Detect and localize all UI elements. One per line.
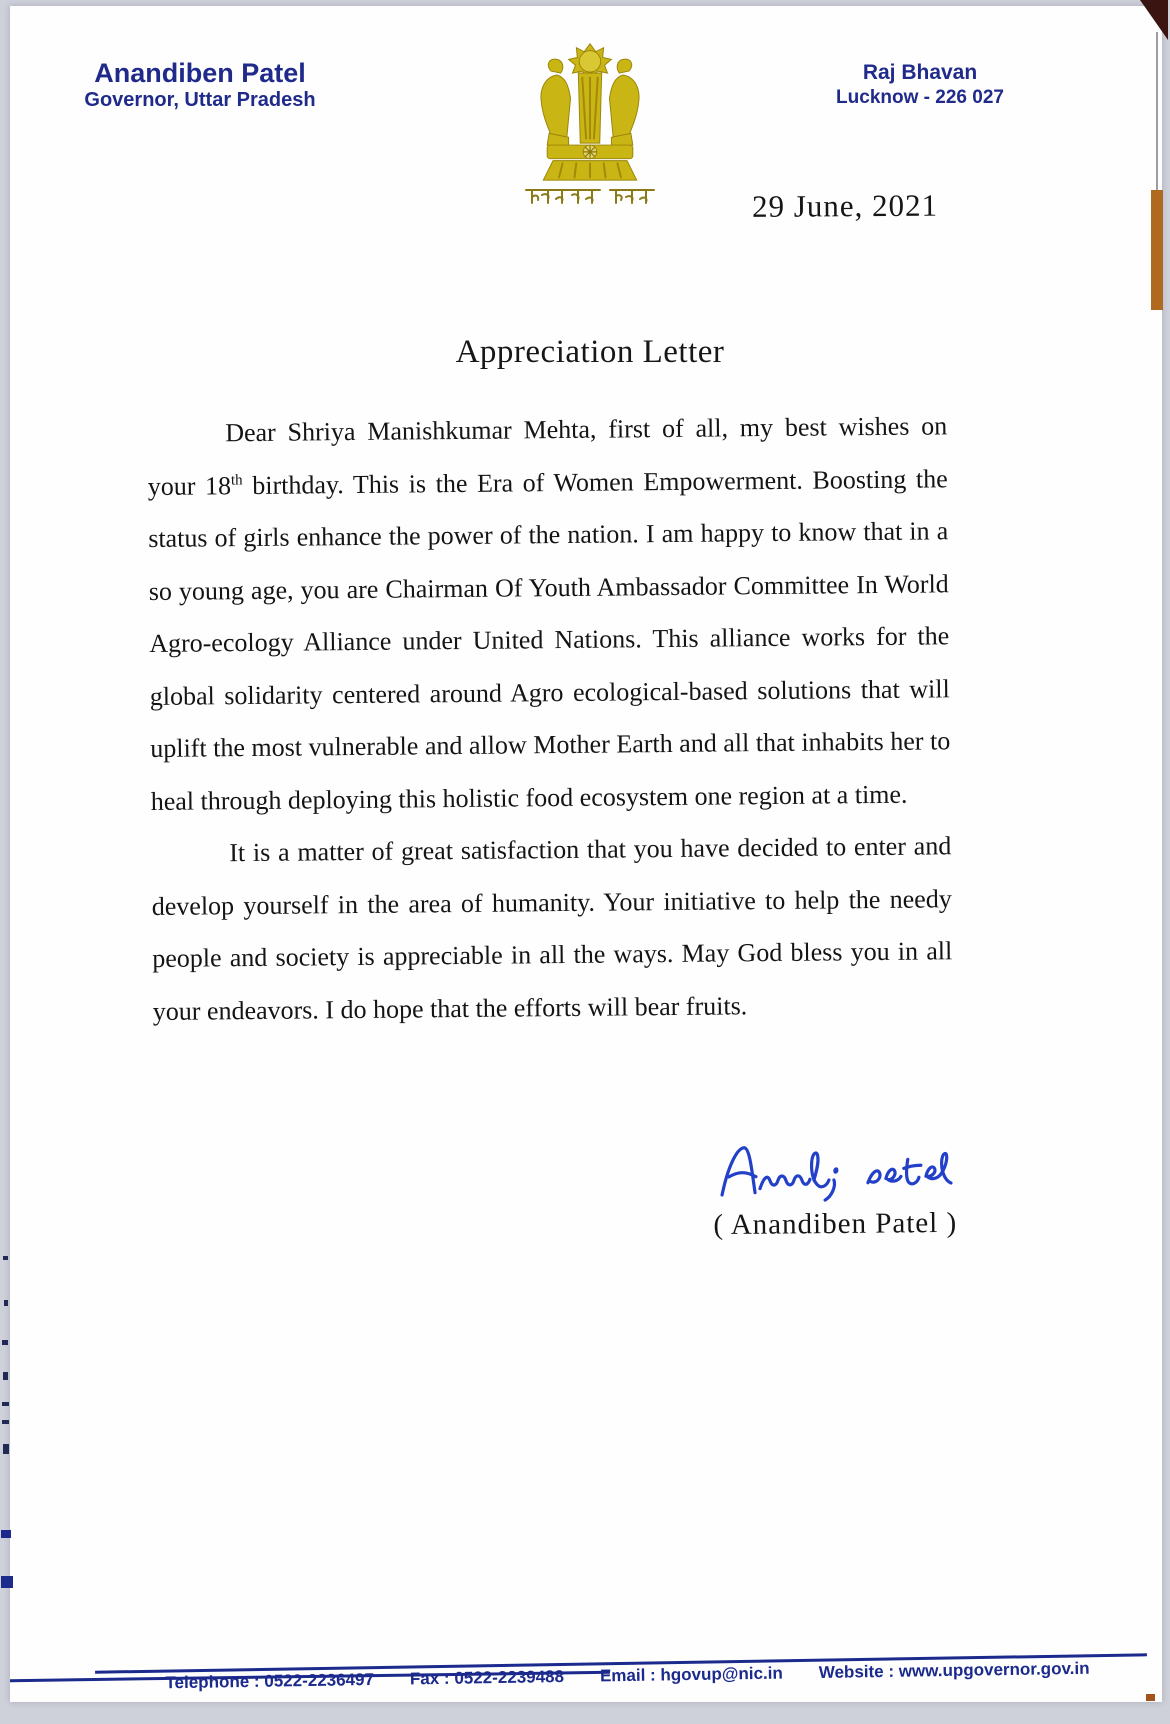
office-name: Raj Bhavan bbox=[862, 61, 978, 84]
scan-artifact-mark bbox=[2, 1402, 9, 1406]
scan-artifact-mark bbox=[3, 1444, 9, 1454]
signatory-printed-name: ( Anandiben Patel ) bbox=[713, 1206, 958, 1242]
scan-artifact-edge-dot bbox=[1146, 1694, 1155, 1701]
letter-paper bbox=[10, 6, 1162, 1702]
emblem-motto-icon bbox=[524, 187, 656, 207]
office-block bbox=[820, 60, 1020, 109]
footer-contact-email: Email : hgovup@nic.in bbox=[599, 1663, 783, 1686]
scan-artifact-corner bbox=[1140, 0, 1168, 40]
letter-title: Appreciation Letter bbox=[455, 334, 725, 370]
scan-artifact-mark bbox=[4, 1300, 8, 1306]
scan-artifact-mark bbox=[3, 1372, 8, 1380]
paragraph-1-continued: birthday. This is the Era of Women Empowerment. Boosting the status of girls enhance the power of the nation. I am happy to know that in a so young age, you are Chairman Of Youth Ambassador Committee In World Agro-ecology Alliance under United Nations. This alliance works for the global solidarity centered around Agro ecological-based solutions that will uplift the most vulnerable and allow Mother Earth and all that inhabits her to heal through deploying this holistic food ecosystem one region at a time. bbox=[148, 463, 951, 816]
scan-artifact-edge-line bbox=[1156, 32, 1158, 192]
scan-artifact-mark bbox=[1, 1530, 11, 1538]
letter-date: 29 June, 2021 bbox=[751, 187, 939, 224]
sender-title: Governor, Uttar Pradesh bbox=[84, 89, 316, 111]
scan-artifact-edge-bar bbox=[1151, 190, 1163, 310]
footer-contact-fax: Fax : 0522-2239488 bbox=[409, 1666, 565, 1689]
footer-contact-website: Website : www.upgovernor.gov.in bbox=[818, 1658, 1090, 1682]
letter-body bbox=[147, 400, 953, 1038]
scan-artifact-mark bbox=[2, 1340, 8, 1345]
sender-name: Anandiben Patel bbox=[94, 58, 306, 88]
signature-ink-image bbox=[710, 1133, 961, 1213]
sender-block bbox=[70, 58, 330, 112]
ordinal-superscript: th bbox=[230, 471, 243, 489]
scan-artifact-mark bbox=[1, 1576, 13, 1588]
national-emblem bbox=[480, 38, 700, 207]
paragraph-1-text: Dear Shriya Manishkumar Mehta, first of all, my best wishes on your 18 bbox=[147, 411, 948, 501]
signature-block bbox=[690, 1133, 981, 1243]
body-paragraph-1 bbox=[147, 400, 951, 828]
scan-artifact-mark bbox=[3, 1256, 8, 1260]
office-address: Lucknow - 226 027 bbox=[836, 87, 1004, 108]
body-paragraph-2: It is a matter of great satisfaction that you have decided to enter and develop yourself in the area of humanity. Your initiative to help the needy people and society is appreciable in all the ways. May God bless you in all your endeavors. I do hope that the efforts will bear fruits. bbox=[151, 831, 953, 1026]
national-emblem-icon bbox=[512, 38, 668, 184]
scan-artifact-mark bbox=[2, 1420, 9, 1424]
footer-contact-telephone: Telephone : 0522-2236497 bbox=[165, 1669, 375, 1693]
